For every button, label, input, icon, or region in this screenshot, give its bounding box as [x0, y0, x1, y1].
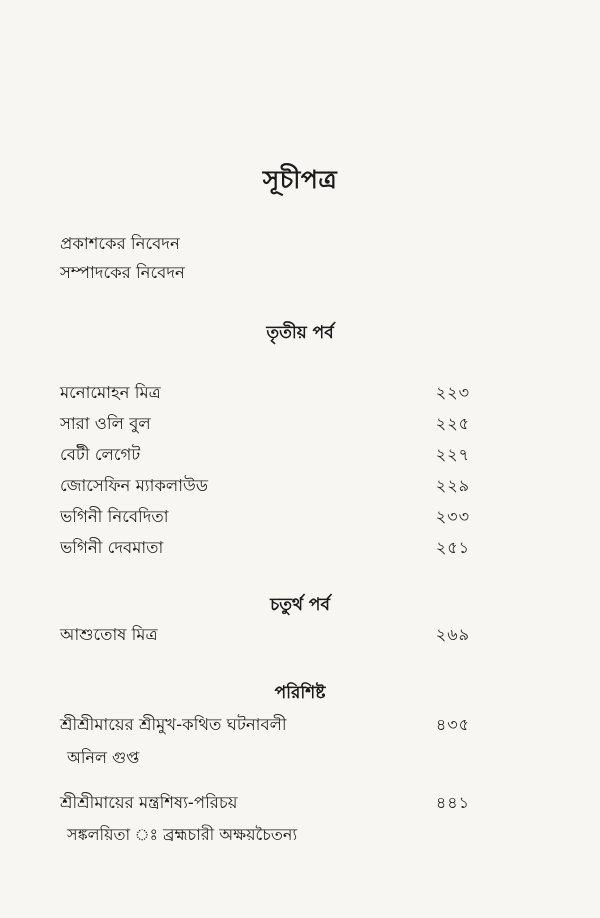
toc-entry	[60, 473, 470, 497]
toc-entry-page: ২২৫	[435, 414, 470, 433]
toc-entry-page: ২৬৯	[435, 625, 470, 644]
toc-entry	[60, 504, 470, 528]
toc-entry-title: ভগিনী নিবেদিতা	[60, 507, 169, 526]
toc-entry	[60, 622, 470, 646]
toc-entry-compiler: সঙ্কলয়িতা ঃ ব্রহ্মচারী অক্ষয়চৈতন্য	[67, 825, 298, 844]
toc-entry-author: অনিল গুপ্ত	[67, 748, 140, 767]
toc-entry-title: জোসেফিন ম্যাকলাউড	[60, 476, 208, 495]
toc-entry-title: বেটী লেগেট	[60, 445, 141, 464]
toc-entry-title: মনোমোহন মিত্র	[60, 383, 161, 402]
section-heading-part-3: তৃতীয় পর্ব	[266, 323, 334, 343]
toc-entry	[60, 442, 470, 466]
toc-entry-page: ২২৩	[435, 383, 470, 402]
toc-entry-page: ৪৩৫	[435, 715, 470, 734]
front-matter-editor-note: সম্পাদকের নিবেদন	[60, 263, 185, 282]
toc-entry-title: ভগিনী দেবমাতা	[60, 538, 164, 557]
toc-entry-title: সারা ওলি বুল	[60, 414, 151, 433]
page-title: সূচীপত্র	[262, 165, 338, 194]
toc-entry-page: ২৫১	[435, 538, 470, 557]
toc-entry	[60, 712, 470, 736]
toc-entry-page: ২২৭	[435, 445, 470, 464]
section-heading-part-4: চতুর্থ পর্ব	[270, 595, 330, 615]
front-matter-publisher-note: প্রকাশকের নিবেদন	[60, 234, 180, 253]
toc-entry	[60, 790, 470, 814]
toc-entry-page: ২২৯	[435, 476, 470, 495]
toc-entry	[60, 411, 470, 435]
toc-entry-title: শ্রীশ্রীমায়ের মন্ত্রশিষ্য-পরিচয়	[60, 793, 238, 812]
toc-entry	[60, 535, 470, 559]
toc-entry-title: আশুতোষ মিত্র	[60, 625, 158, 644]
toc-entry-page: ২৩৩	[435, 507, 470, 526]
toc-entry-title: শ্রীশ্রীমায়ের শ্রীমুখ-কথিত ঘটনাবলী	[60, 715, 287, 734]
toc-entry	[60, 380, 470, 404]
section-heading-appendix: পরিশিষ্ট	[274, 683, 326, 703]
toc-entry-page: ৪৪১	[435, 793, 470, 812]
